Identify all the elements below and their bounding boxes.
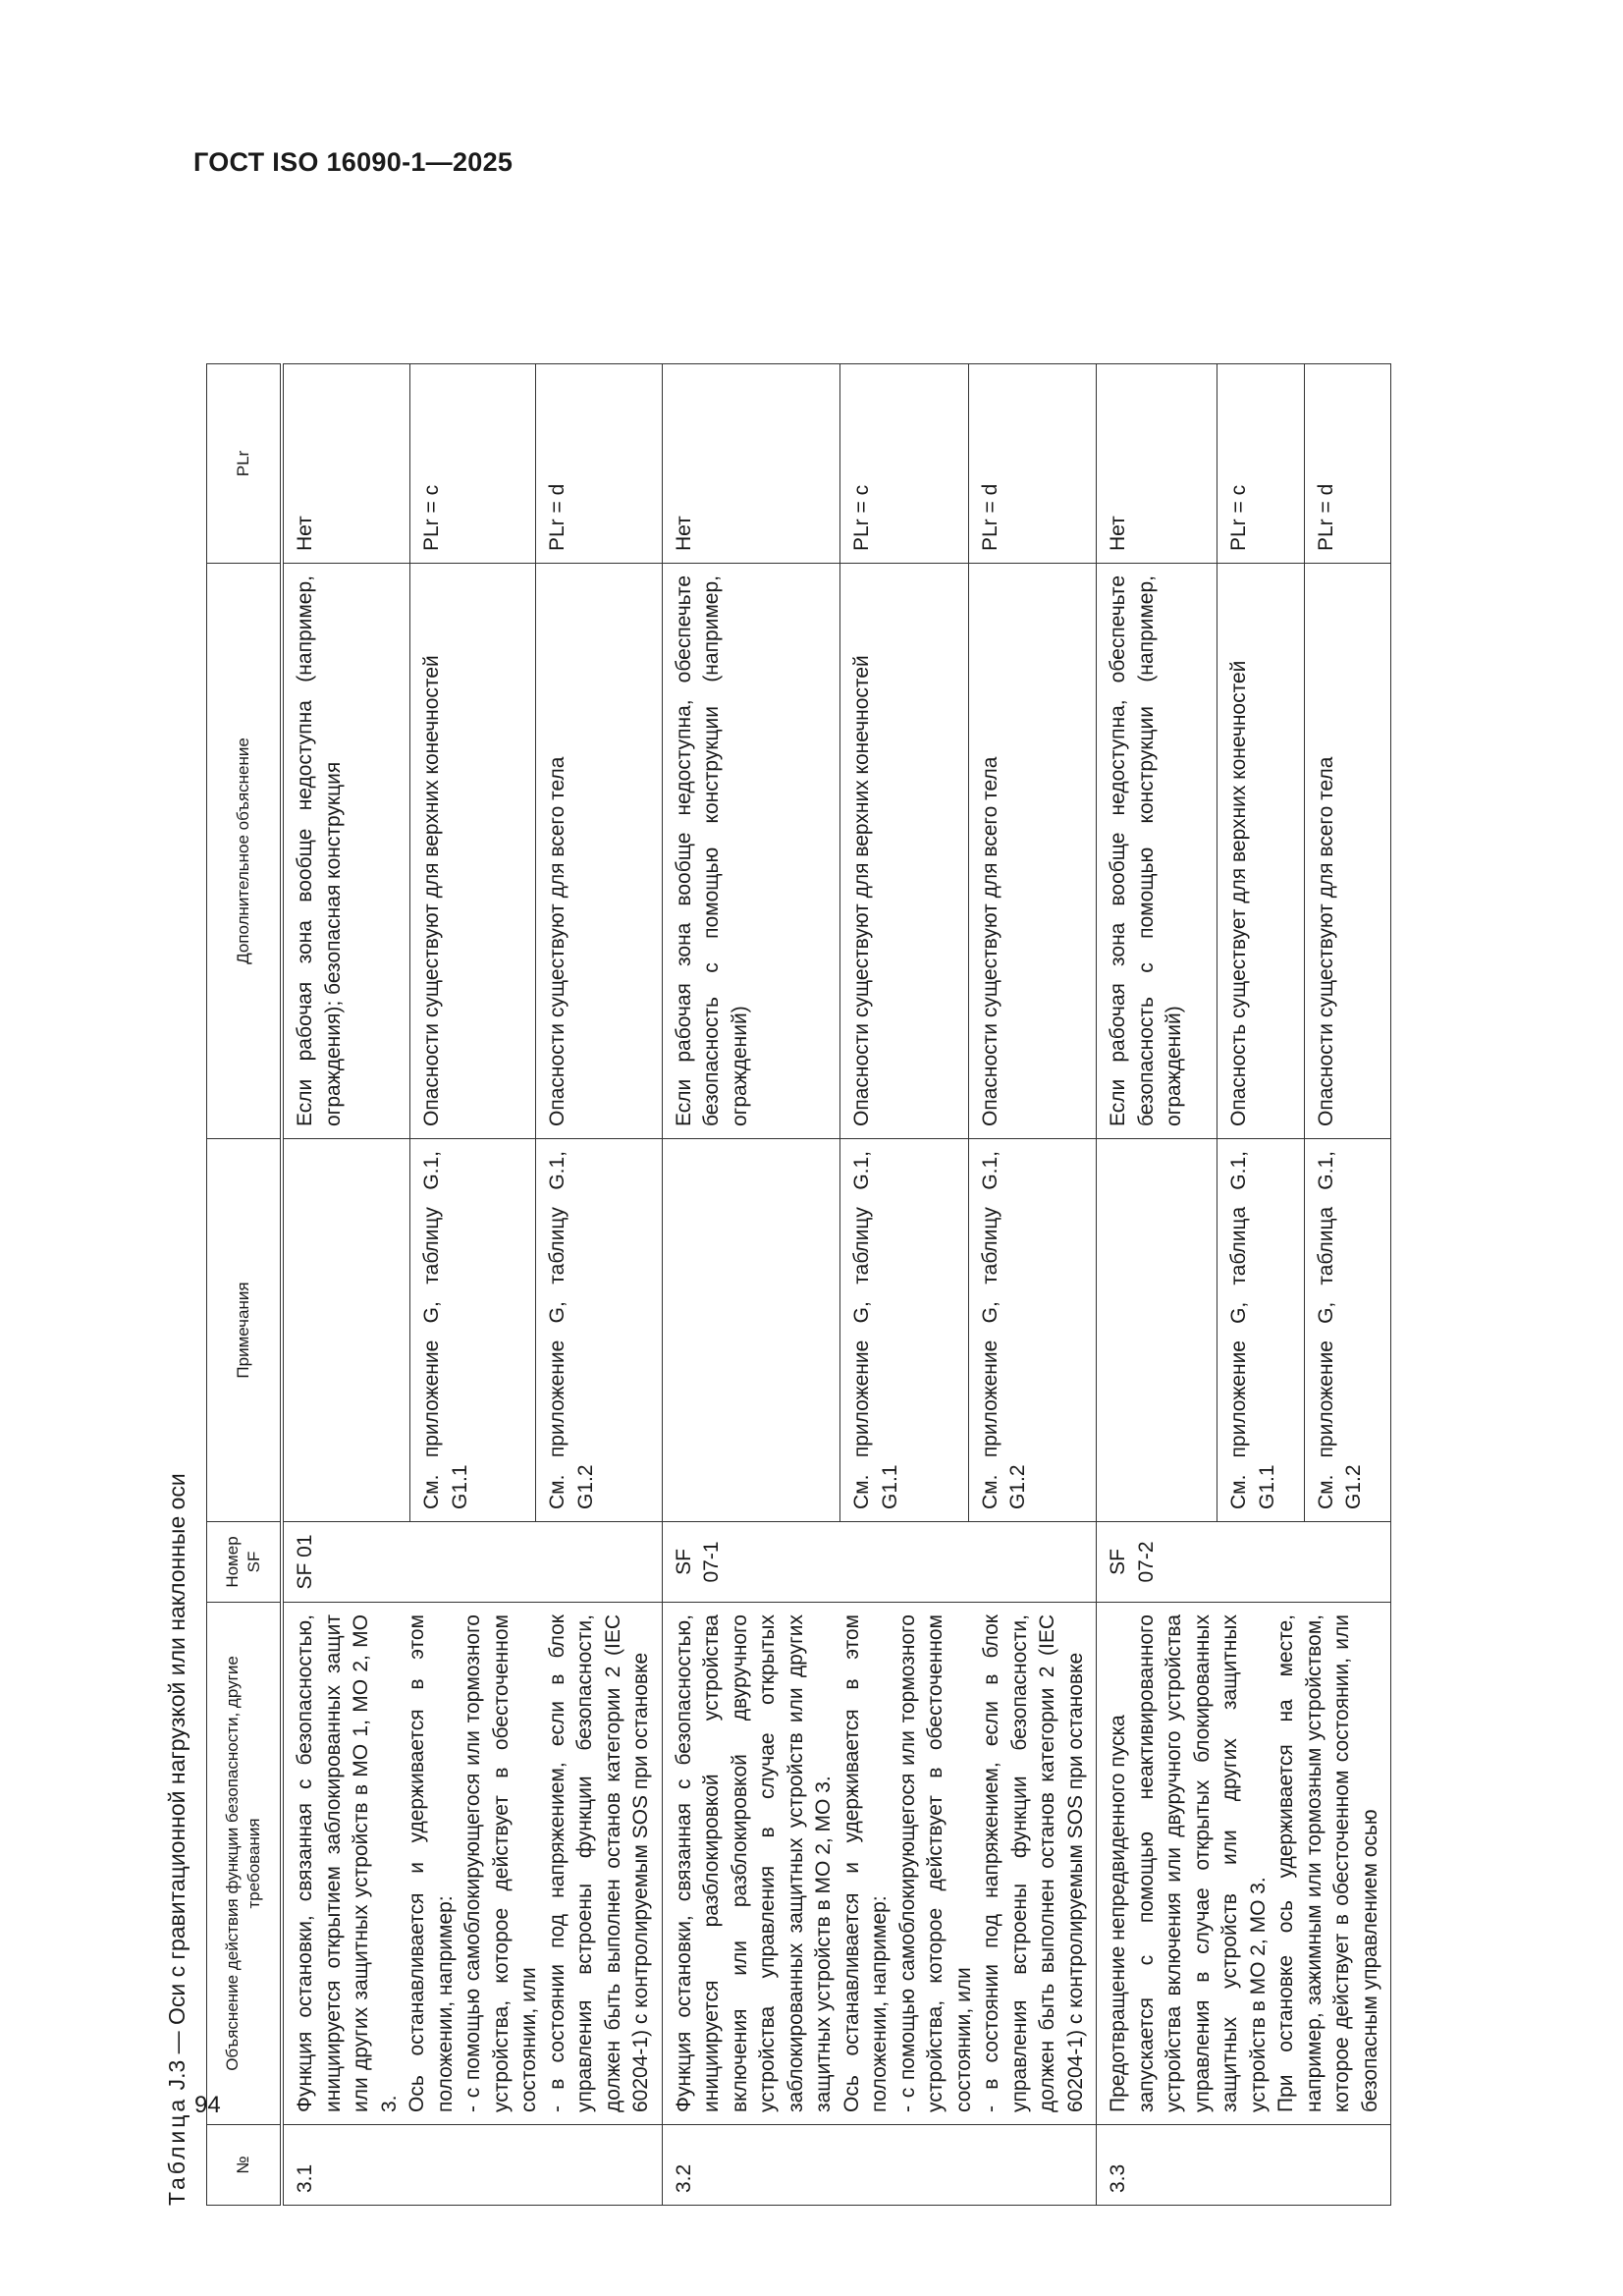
plr-cell: PLr = c bbox=[840, 364, 968, 564]
row-number: 3.1 bbox=[282, 2125, 662, 2206]
explanation-cell: Опасности существуют для всего тела bbox=[968, 564, 1096, 1139]
description-paragraph: Ось останавливается и удерживается в этом положении, например: bbox=[406, 1614, 457, 2112]
table-header-row bbox=[207, 364, 283, 2206]
notes-cell bbox=[662, 1139, 840, 1522]
table-caption bbox=[157, 1473, 196, 2206]
header-sf: Номер SF bbox=[207, 1522, 283, 1603]
row-number: 3.3 bbox=[1097, 2125, 1391, 2206]
plr-cell: Нет bbox=[662, 364, 840, 564]
description-paragraph: - с помощью самоблокирующегося или тормозного устройства, которое действует в обесточенном состоянии, или bbox=[895, 1614, 975, 2112]
explanation-cell: Если рабочая зона вообще недоступна (например, ограждения); безопасная конструкция bbox=[282, 564, 410, 1139]
notes-cell: См. приложение G, таблицу G.1, G1.2 bbox=[968, 1139, 1096, 1522]
description-paragraph: запускается с помощью неактивированного устройства включения или двуручного устройства управления в случае открытых блокированных защитных устройств или других защитных устройств в MO 2, MO 3. bbox=[1134, 1614, 1270, 2112]
notes-cell: См. приложение G, таблицу G.1, G1.1 bbox=[840, 1139, 968, 1522]
description-paragraph: При остановке ось удерживается на месте, например, зажимным или тормозным устройством, которое действует в обесточенном состоянии, или безопасным управлением осью bbox=[1274, 1614, 1381, 2112]
sf-number: SF 07-2 bbox=[1097, 1522, 1391, 1603]
plr-cell: Нет bbox=[1097, 364, 1217, 564]
table-row bbox=[662, 364, 840, 2206]
document-header: ГОСТ ISO 16090-1—2025 bbox=[193, 147, 514, 177]
notes-cell: См. приложение G, таблицу G.1, G1.1 bbox=[410, 1139, 536, 1522]
row-number: 3.2 bbox=[662, 2125, 1097, 2206]
sf-number: SF 07-1 bbox=[662, 1522, 1097, 1603]
notes-cell: См. приложение G, таблица G.1, G1.1 bbox=[1217, 1139, 1304, 1522]
description-paragraph: Ось останавливается и удерживается в этом положении, например: bbox=[839, 1614, 891, 2112]
safety-functions-table bbox=[206, 363, 1391, 2206]
table-caption-text: J.3 — Оси с гравитационной нагрузкой или наклонные оси bbox=[164, 1473, 189, 2097]
plr-cell: PLr = d bbox=[968, 364, 1096, 564]
plr-cell: PLr = d bbox=[536, 364, 662, 564]
header-description: Объяснение действия функции безопасности, другие требования bbox=[207, 1603, 283, 2125]
function-description bbox=[1097, 1603, 1391, 2125]
function-description bbox=[662, 1603, 1097, 2125]
description-paragraph: Предотвращение непредвиденного пуска bbox=[1107, 1715, 1129, 2112]
plr-cell: PLr = c bbox=[1217, 364, 1304, 564]
header-num: № bbox=[207, 2125, 283, 2206]
explanation-cell: Опасности существуют для всего тела bbox=[536, 564, 662, 1139]
description-paragraph: Функция остановки, связанная с безопасностью, инициируется открытием заблокированных защит или других защитных устройств в MO 1, MO 2, MO 3. bbox=[294, 1614, 401, 2112]
function-description bbox=[282, 1603, 662, 2125]
plr-cell: Нет bbox=[282, 364, 410, 564]
header-plr: PLr bbox=[207, 364, 283, 564]
notes-cell bbox=[282, 1139, 410, 1522]
sf-number: SF 01 bbox=[282, 1522, 662, 1603]
table-row bbox=[282, 364, 410, 2206]
notes-cell bbox=[1097, 1139, 1217, 1522]
page-number: 94 bbox=[194, 2092, 221, 2118]
description-paragraph: - в состоянии под напряжением, если в блок управления встроены функции безопасности, должен быть выполнен останов категории 2 (IEC 60204-1) с контролируемым SOS при остановке bbox=[545, 1614, 652, 2112]
notes-cell: См. приложение G, таблицу G.1, G1.2 bbox=[536, 1139, 662, 1522]
plr-cell: PLr = d bbox=[1304, 364, 1390, 564]
description-paragraph: - в состоянии под напряжением, если в блок управления встроены функции безопасности, должен быть выполнен останов категории 2 (IEC 60204-1) с контролируемым SOS при остановке bbox=[980, 1614, 1087, 2112]
explanation-cell: Опасности существуют для верхних конечностей bbox=[840, 564, 968, 1139]
header-explanation: Дополнительное объяснение bbox=[207, 564, 283, 1139]
rotated-table-block bbox=[157, 364, 1419, 2206]
table-row bbox=[1097, 364, 1217, 2206]
table-caption-prefix: Таблица bbox=[164, 2096, 189, 2206]
description-paragraph: Функция остановки, связанная с безопасностью, инициируется разблокировкой устройства включения или разблокировкой двуручного устройства управления в случае открытых заблокированных защитных устройств или других защитных устройств в MO 2, MO 3. bbox=[672, 1614, 835, 2112]
description-paragraph: - с помощью самоблокирующегося или тормозного устройства, которое действует в обесточенном состоянии, или bbox=[461, 1614, 540, 2112]
explanation-cell: Если рабочая зона вообще недоступна, обеспечьте безопасность с помощью конструкции (например, ограждений) bbox=[1097, 564, 1217, 1139]
notes-cell: См. приложение G, таблица G.1, G1.2 bbox=[1304, 1139, 1390, 1522]
explanation-cell: Опасности существуют для всего тела bbox=[1304, 564, 1390, 1139]
plr-cell: PLr = c bbox=[410, 364, 536, 564]
header-notes: Примечания bbox=[207, 1139, 283, 1522]
explanation-cell: Опасность существует для верхних конечностей bbox=[1217, 564, 1304, 1139]
explanation-cell: Опасности существуют для верхних конечностей bbox=[410, 564, 536, 1139]
explanation-cell: Если рабочая зона вообще недоступна, обеспечьте безопасность с помощью конструкции (например, ограждений) bbox=[662, 564, 840, 1139]
